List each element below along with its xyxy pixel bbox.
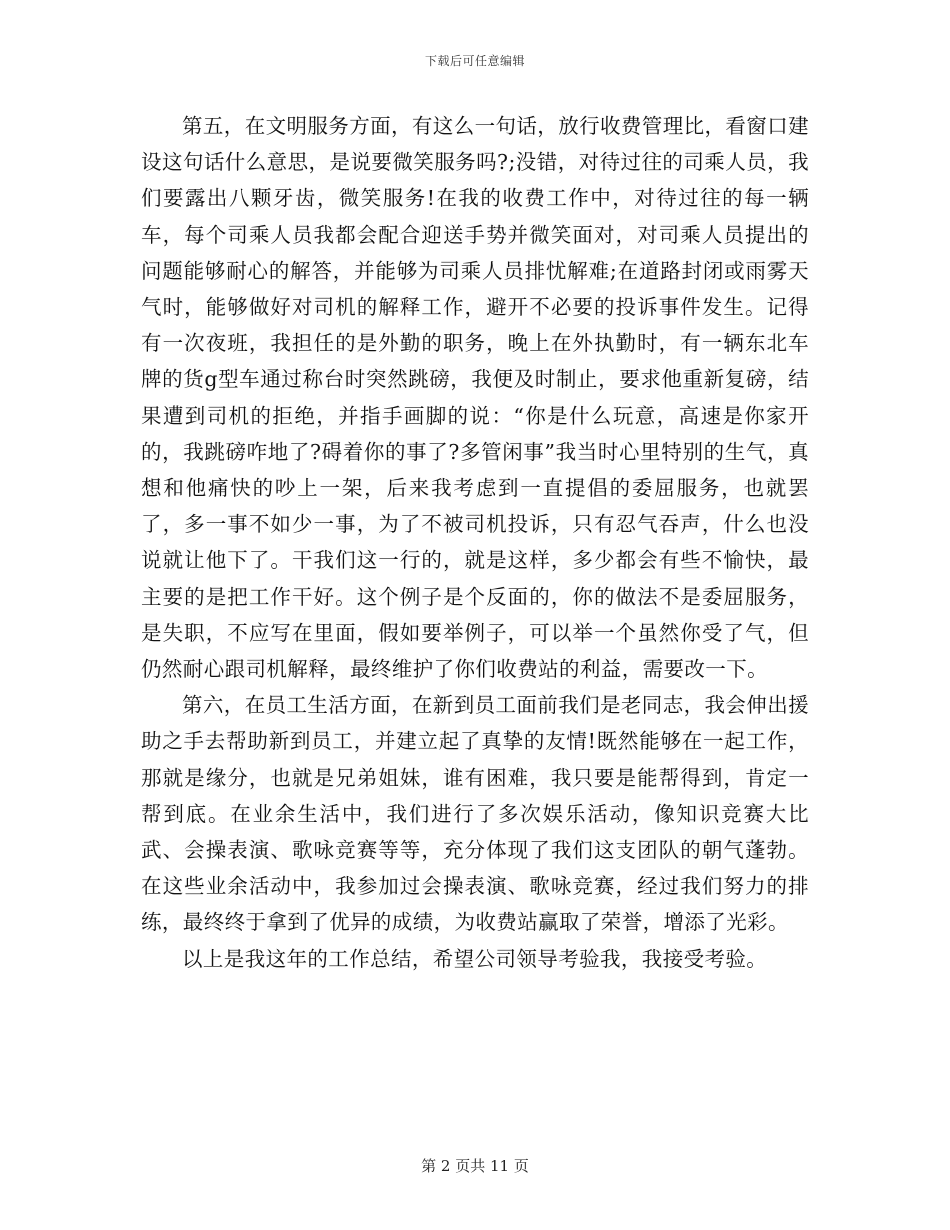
paragraph-conclusion: 以上是我这年的工作总结，希望公司领导考验我，我接受考验。 (182, 946, 768, 971)
page-number-footer: 第 2 页共 11 页 (421, 1157, 529, 1175)
paragraph-civil-service: 第五，在文明服务方面，有这么一句话，放行收费管理比，看窗口建设这句话什么意思，是说要微笑服务吗?;没错，对待过往的司乘人员，我们要露出八颗牙齿，微笑服务!在我的收费工作中，对待过往的每一辆车，每个司乘人员我都会配合迎送手势并微笑面对，对司乘人员提出的问题能够耐心的解答，并能够为司乘人员排忧解难;在道路封闭或雨雾天气时，能够做好对司机的解释工作，避开不必要的投诉事件发生。记得有一次夜班，我担任的是外勤的职务，晚上在外执勤时，有一辆东北车牌的货g型车通过称台时突然跳磅，我便及时制止，要求他重新复磅，结果遭到司机的拒绝，并指手画脚的说：“你是什么玩意，高速是你家开的，我跳磅咋地了?碍着你的事了?多管闲事”我当时心里特别的生气，真想和他痛快的吵上一架，后来我考虑到一直提倡的委屈服务，也就罢了，多一事不如少一事，为了不被司机投诉，只有忍气吞声，什么也没说就让他下了。干我们这一行的，就是这样，多少都会有些不愉快，最主要的是把工作干好。这个例子是个反面的，你的做法不是委屈服务，是失职，不应写在里面，假如要举例子，可以举一个虽然你受了气，但仍然耐心跟司机解释，最终维护了你们收费站的利益，需要改一下。 (141, 114, 809, 682)
document-body (141, 108, 809, 977)
paragraph-staff-life: 第六，在员工生活方面，在新到员工面前我们是老同志，我会伸出援助之手去帮助新到员工，并建立起了真挚的友情!既然能够在一起工作，那就是缘分，也就是兄弟姐妹，谁有困难，我只要是能帮得到，肯定一帮到底。在业余生活中，我们进行了多次娱乐活动，像知识竞赛大比武、会操表演、歌咏竞赛等等，充分体现了我们这支团队的朝气蓬勃。在这些业余活动中，我参加过会操表演、歌咏竞赛，经过我们努力的排练，最终终于拿到了优异的成绩，为收费站赢取了荣誉，增添了光彩。 (141, 693, 809, 935)
page-header: 下载后可任意编辑 (424, 54, 525, 68)
